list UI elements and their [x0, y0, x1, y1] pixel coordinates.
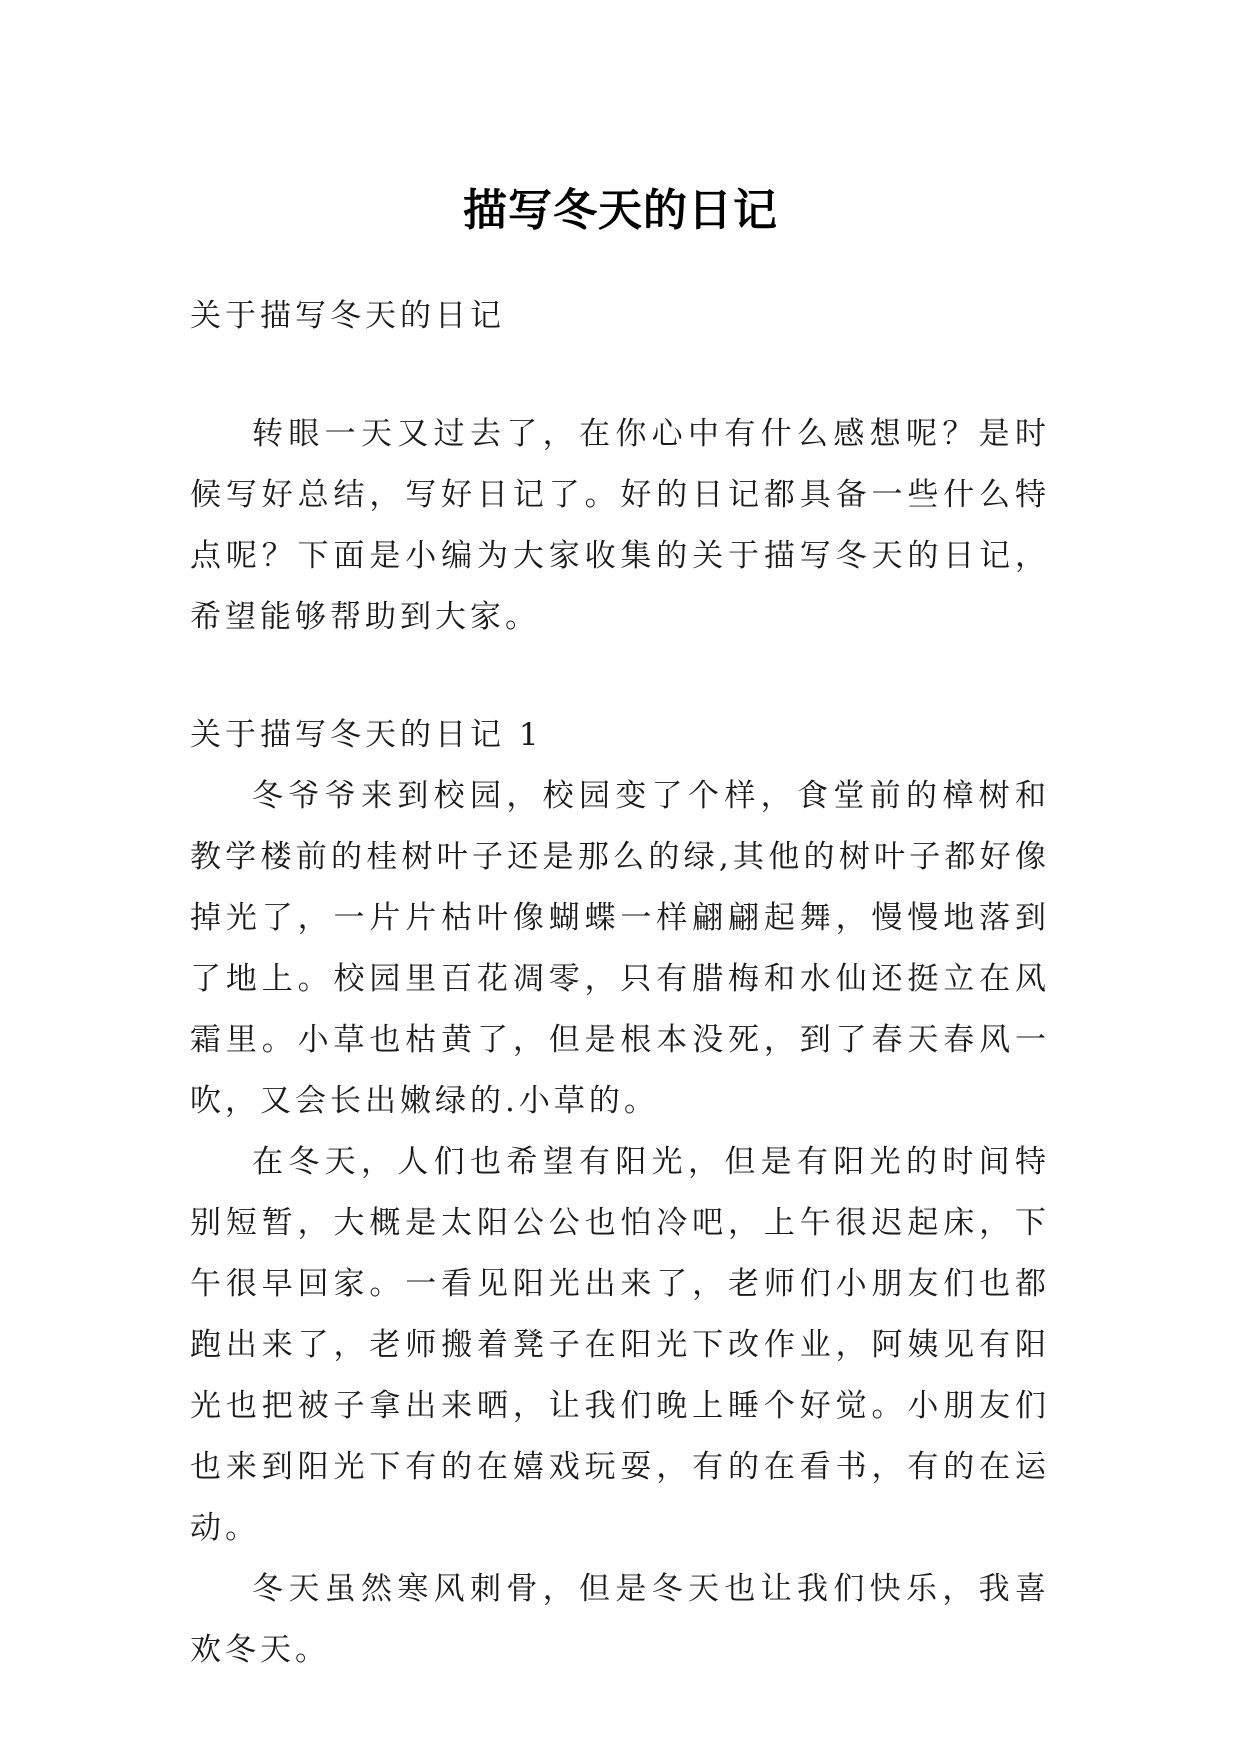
document-body [190, 286, 1050, 1681]
section-heading: 关于描写冬天的日记 1 [190, 717, 543, 753]
document-subtitle: 关于描写冬天的日记 [190, 298, 505, 334]
body-paragraph: 冬爷爷来到校园，校园变了个样，食堂前的樟树和教学楼前的桂树叶子还是那么的绿,其他的树叶子都好像掉光了，一片片枯叶像蝴蝶一样翩翩起舞，慢慢地落到了地上。校园里百花凋零，只有腊梅和水仙还挺立在风霜里。小草也枯黄了，但是根本没死，到了春天春风一吹，又会长出嫩绿的.小草的。 [190, 778, 1050, 1119]
body-paragraph: 冬天虽然寒风刺骨，但是冬天也让我们快乐，我喜欢冬天。 [190, 1571, 1050, 1668]
body-paragraph: 在冬天，人们也希望有阳光，但是有阳光的时间特别短暂，大概是太阳公公也怕冷吧，上午很迟起床，下午很早回家。一看见阳光出来了，老师们小朋友们也都跑出来了，老师搬着凳子在阳光下改作业，阿姨见有阳光也把被子拿出来晒，让我们晚上睡个好觉。小朋友们也来到阳光下有的在嬉戏玩耍，有的在看书，有的在运动。 [190, 1144, 1050, 1546]
intro-paragraph: 转眼一天又过去了，在你心中有什么感想呢？是时候写好总结，写好日记了。好的日记都具备一些什么特点呢？下面是小编为大家收集的关于描写冬天的日记，希望能够帮助到大家。 [190, 416, 1050, 635]
page-title: 描写冬天的日记 [463, 185, 778, 237]
